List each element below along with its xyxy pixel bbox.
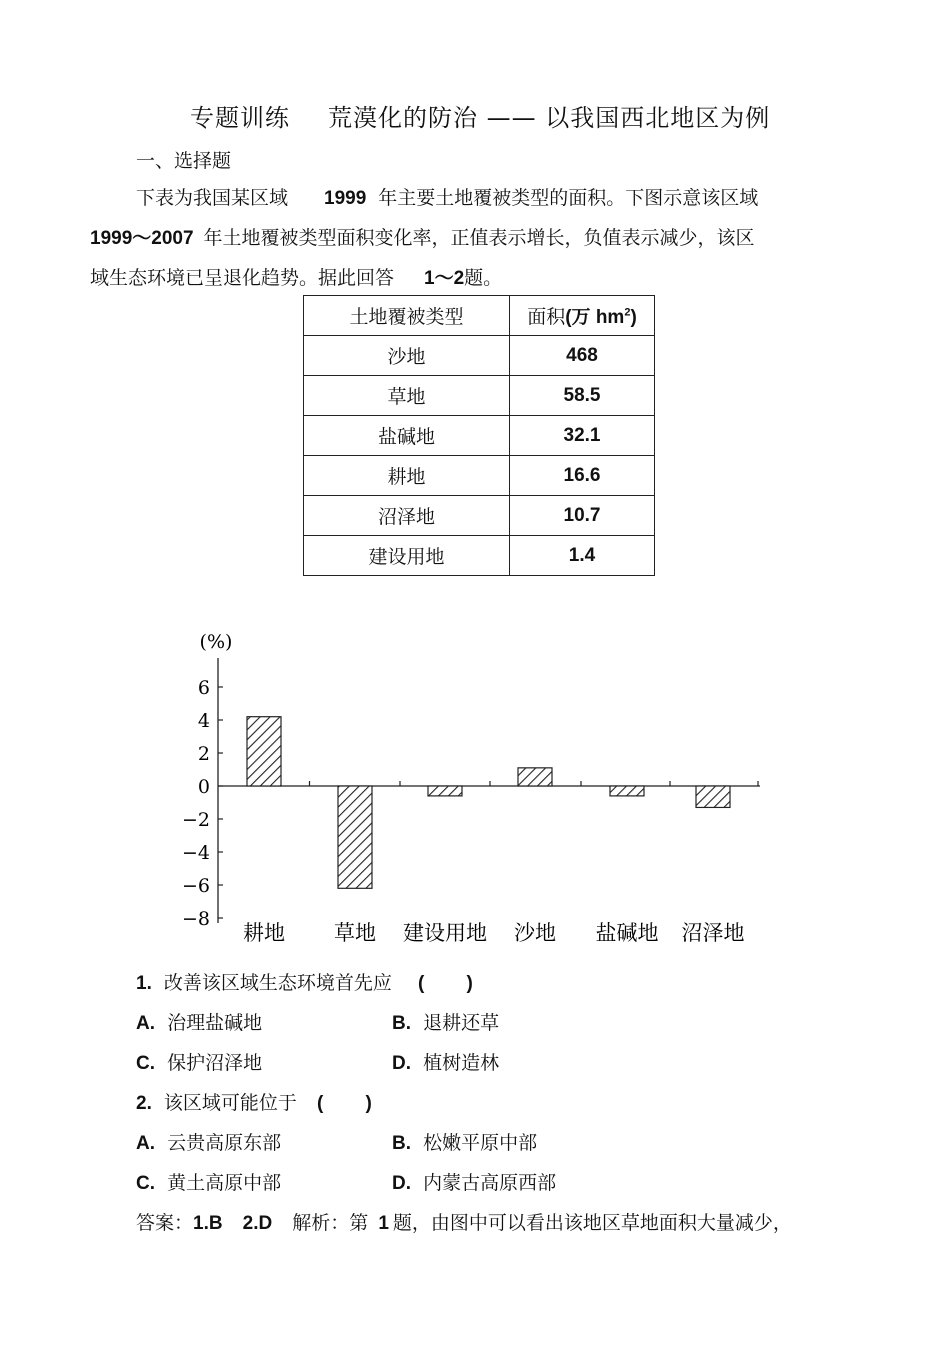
analysis-question-number: 1 <box>378 1213 389 1234</box>
table-row <box>304 456 655 496</box>
table-row <box>304 336 655 376</box>
cell-type: 建设用地 <box>304 536 510 576</box>
cell-type: 沼泽地 <box>304 496 510 536</box>
analysis-label: 解析：第 <box>292 1212 369 1234</box>
cell-area: 468 <box>510 336 655 376</box>
option-1b[interactable]: B. 退耕还草 <box>392 1012 500 1034</box>
bar <box>428 786 462 796</box>
x-tick-label: 盐碱地 <box>595 921 659 945</box>
intro-line-3 <box>90 258 502 299</box>
intro-line-2 <box>90 218 755 259</box>
y-axis-label: (%) <box>199 631 233 653</box>
page-title <box>190 98 770 133</box>
y-tick-label: 0 <box>197 776 210 798</box>
cell-area: 1.4 <box>510 536 655 576</box>
cell-type: 草地 <box>304 376 510 416</box>
intro-line-1 <box>136 178 758 219</box>
y-tick-label: −8 <box>181 908 210 930</box>
question-2: 2. 该区域可能位于 ( ) <box>136 1092 372 1114</box>
intro-years: 1999～2007 <box>90 228 194 249</box>
y-tick-label: −2 <box>181 809 210 831</box>
bar <box>247 717 281 786</box>
intro-question-range: 1～2 <box>424 268 465 289</box>
intro-text: 域生态环境已呈退化趋势。据此回答 <box>90 267 395 289</box>
x-tick-label: 沼泽地 <box>681 921 745 945</box>
answer-line <box>136 1208 792 1235</box>
option-2c[interactable]: C. 黄土高原中部 <box>136 1172 282 1194</box>
cell-area: 10.7 <box>510 496 655 536</box>
y-tick-label: 2 <box>197 743 210 765</box>
question-text: 改善该区域生态环境首先应 <box>163 972 392 994</box>
question-text: 该区域可能位于 <box>163 1092 297 1114</box>
bar <box>518 768 552 786</box>
x-tick-label: 建设用地 <box>403 921 487 945</box>
change-rate-chart <box>180 618 780 958</box>
cell-area: 16.6 <box>510 456 655 496</box>
land-cover-table <box>303 295 655 576</box>
header-type: 土地覆被类型 <box>304 296 510 336</box>
option-1d[interactable]: D. 植树造林 <box>392 1052 500 1074</box>
question-1: 1. 改善该区域生态环境首先应 ( ) <box>136 972 473 994</box>
section-heading: 一、选择题 <box>136 150 232 172</box>
question-paren: ( ) <box>316 1093 372 1114</box>
option-1c[interactable]: C. 保护沼泽地 <box>136 1052 263 1074</box>
question-number: 1 <box>136 973 147 994</box>
y-tick-label: 6 <box>197 677 210 699</box>
table-header-row <box>304 296 655 336</box>
cell-type: 沙地 <box>304 336 510 376</box>
analysis-text: 题，由图中可以看出该地区草地面积大量减少， <box>392 1212 792 1234</box>
option-2d[interactable]: D. 内蒙古高原西部 <box>392 1172 557 1194</box>
table-row <box>304 536 655 576</box>
title-part2: 荒漠化的防治 —— 以我国西北地区为例 <box>328 104 771 132</box>
intro-text: 年土地覆被类型面积变化率，正值表示增长，负值表示减少，该区 <box>203 227 755 249</box>
option-2b[interactable]: B. 松嫩平原中部 <box>392 1132 538 1154</box>
bar <box>338 786 372 888</box>
y-tick-label: −6 <box>181 875 210 897</box>
x-tick-label: 沙地 <box>514 921 556 945</box>
answer-2: 2.D <box>242 1213 273 1234</box>
x-tick-label: 草地 <box>334 921 376 945</box>
table-row <box>304 496 655 536</box>
question-number: 2 <box>136 1093 147 1114</box>
intro-year: 1999 <box>324 188 367 209</box>
title-part1: 专题训练 <box>190 104 290 132</box>
cell-type: 耕地 <box>304 456 510 496</box>
bar <box>610 786 644 796</box>
header-area: 面积(万 $hm^2$) <box>510 296 655 336</box>
intro-text: 年主要土地覆被类型的面积。下图示意该区域 <box>378 187 759 209</box>
option-2a[interactable]: A. 云贵高原东部 <box>136 1132 282 1154</box>
question-paren: ( ) <box>417 973 473 994</box>
bar <box>696 786 730 807</box>
cell-area: 58.5 <box>510 376 655 416</box>
x-tick-label: 耕地 <box>243 921 285 945</box>
answer-label: 答案： <box>136 1212 194 1234</box>
answer-1: 1.B <box>193 1213 223 1234</box>
y-tick-label: −4 <box>181 842 210 864</box>
table-row <box>304 416 655 456</box>
table-row <box>304 376 655 416</box>
option-1a[interactable]: A. 治理盐碱地 <box>136 1012 263 1034</box>
intro-text: 下表为我国某区域 <box>136 187 289 209</box>
cell-area: 32.1 <box>510 416 655 456</box>
y-tick-label: 4 <box>197 710 210 732</box>
intro-text: 题。 <box>464 267 503 289</box>
cell-type: 盐碱地 <box>304 416 510 456</box>
